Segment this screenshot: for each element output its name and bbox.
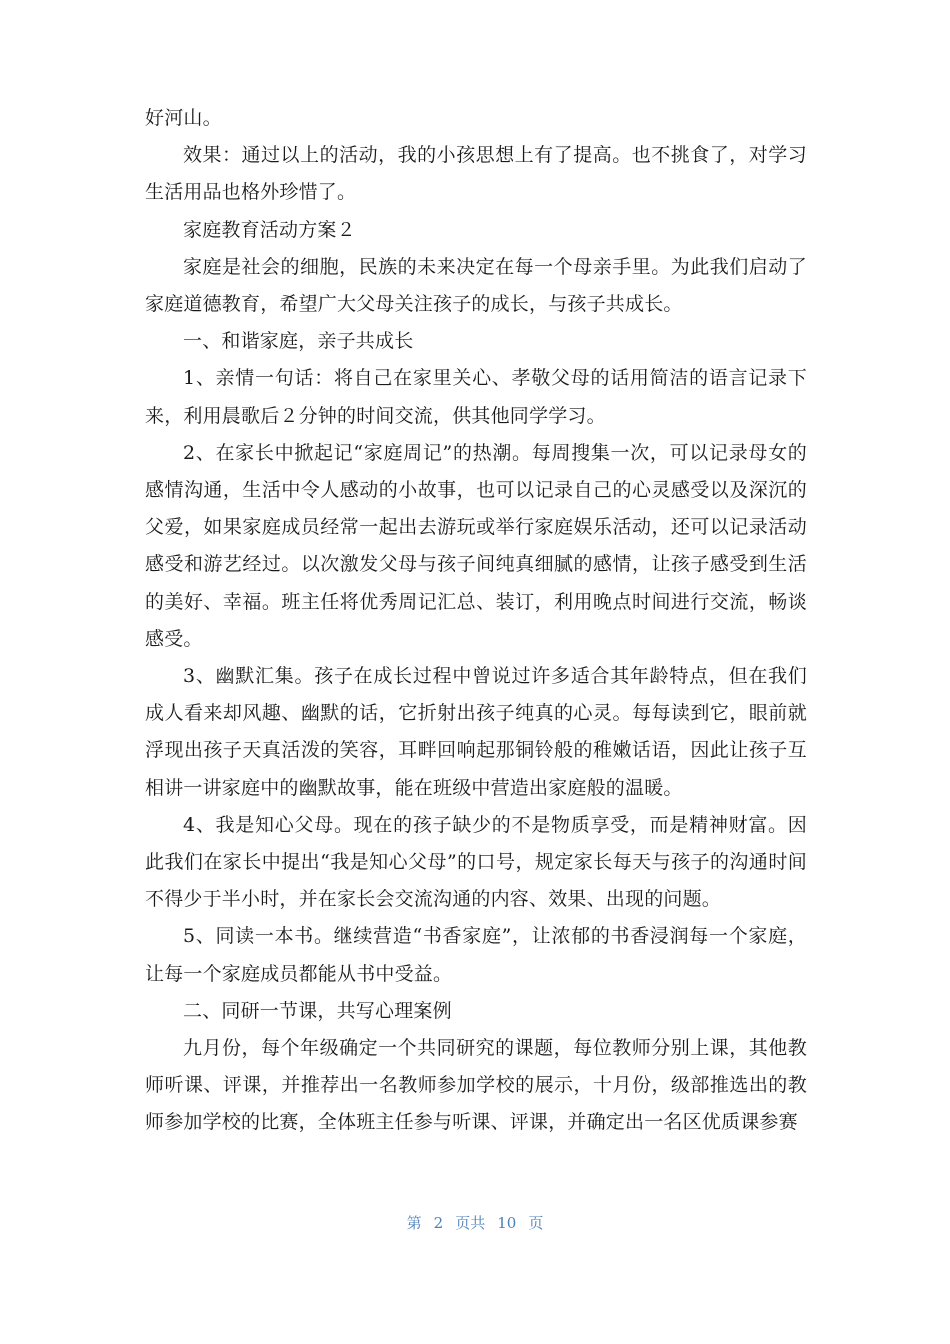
paragraph: 好河山。: [145, 107, 222, 129]
paragraph: 2、在家长中掀起记“家庭周记”的热潮。每周搜集一次，可以记录母女的感情沟通，生活中令人感动的小故事，也可以记录自己的心灵感受以及深沉的父爱，如果家庭成员经常一起出去游玩或举行家庭娱乐活动，还可以记录活动感受和游艺经过。以次激发父母与孩子间纯真细腻的感情，让孩子感受到生活的美好、幸福。班主任将优秀周记汇总、装订，利用晚点时间进行交流，畅谈感受。: [145, 441, 807, 650]
page-label-suffix: 页: [528, 1214, 544, 1232]
paragraph: 家庭是社会的细胞，民族的未来决定在每一个母亲手里。为此我们启动了家庭道德教育，希望广大父母关注孩子的成长，与孩子共成长。: [145, 255, 807, 316]
section-heading: 二、同研一节课，共写心理案例: [183, 999, 452, 1022]
section-heading: 家庭教育活动方案２: [183, 218, 356, 241]
total-pages-number: 10: [497, 1214, 517, 1232]
paragraph: 4、我是知心父母。现在的孩子缺少的不是物质享受，而是精神财富。因此我们在家长中提出“我是知心父母”的口号，规定家长每天与孩子的沟通时间不得少于半小时，并在家长会交流沟通的内容、效果、出现的问题。: [145, 813, 807, 911]
page-label-mid: 页共: [455, 1214, 486, 1232]
section-heading: 一、和谐家庭，亲子共成长: [183, 330, 414, 353]
paragraph: 九月份，每个年级确定一个共同研究的课题，每位教师分别上课，其他教师听课、评课，并推荐出一名教师参加学校的展示，十月份，级部推选出的教师参加学校的比赛，全体班主任参与听课、评课，并确定出一名区优质课参赛: [145, 1037, 807, 1134]
document-body: [145, 100, 807, 1142]
page-footer: [0, 1212, 950, 1233]
current-page-number: 2: [433, 1214, 444, 1232]
paragraph: 效果：通过以上的活动，我的小孩思想上有了提高。也不挑食了，对学习生活用品也格外珍惜了。: [145, 144, 807, 204]
paragraph: 5、同读一本书。继续营造“书香家庭”，让浓郁的书香浸润每一个家庭，让每一个家庭成员都能从书中受益。: [145, 925, 807, 985]
paragraph: 3、幽默汇集。孩子在成长过程中曾说过许多适合其年龄特点，但在我们成人看来却风趣、幽默的话，它折射出孩子纯真的心灵。每每读到它，眼前就浮现出孩子天真活泼的笑容，耳畔回响起那铜铃般的稚嫩话语，因此让孩子互相讲一讲家庭中的幽默故事，能在班级中营造出家庭般的温暖。: [145, 665, 807, 799]
page-label-prefix: 第: [406, 1214, 422, 1232]
paragraph: 1、亲情一句话：将自己在家里关心、孝敬父母的话用简洁的语言记录下来，利用晨歌后２分钟的时间交流，供其他同学学习。: [145, 367, 807, 427]
